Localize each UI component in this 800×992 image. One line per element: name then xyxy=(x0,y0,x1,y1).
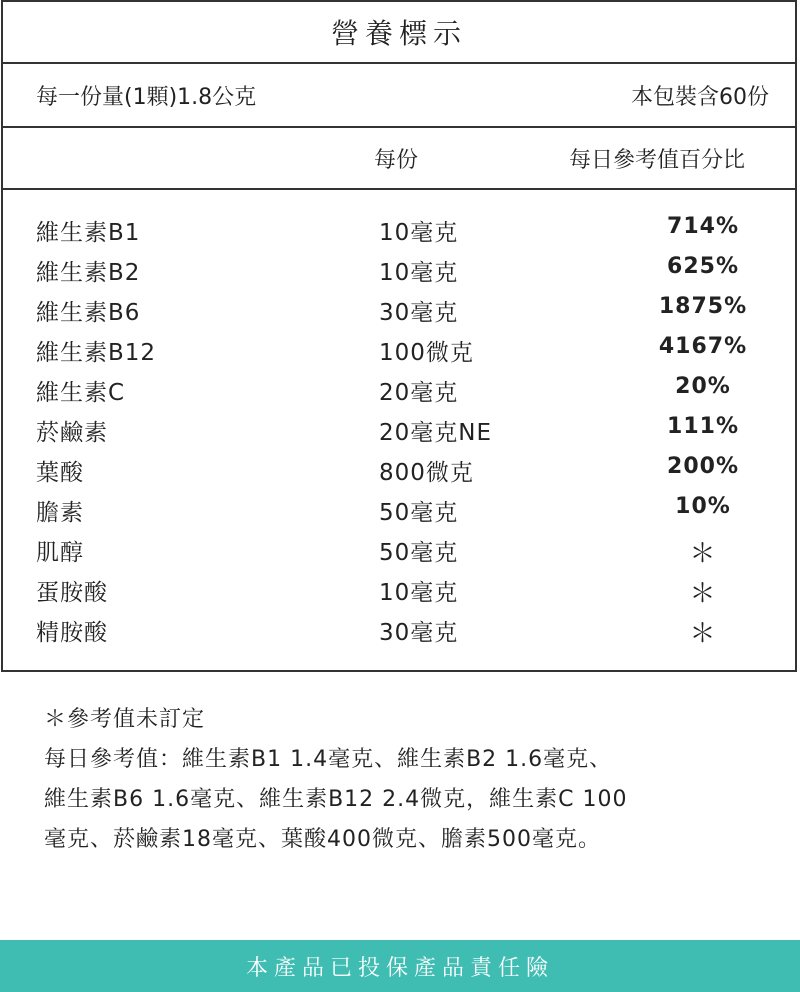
nutrient-name: 葉酸 xyxy=(36,460,84,486)
nutrient-name: 肌醇 xyxy=(36,540,84,566)
nutrient-amount: 50毫克 xyxy=(379,500,459,526)
nutrient-table xyxy=(3,210,795,650)
table-row xyxy=(3,570,795,610)
nutrient-amount: 50毫克 xyxy=(379,540,459,566)
nutrient-name: 精胺酸 xyxy=(36,620,108,646)
table-row xyxy=(3,330,795,370)
column-header-daily-value: 每日參考值百分比 xyxy=(569,148,746,173)
nutrient-daily-value-undetermined: ＊ xyxy=(689,579,717,609)
nutrient-name: 維生素B2 xyxy=(36,260,141,286)
nutrient-daily-value: 10% xyxy=(675,494,731,519)
column-header-per-serving: 每份 xyxy=(374,148,419,173)
footnote-reference-values: 維生素B6 1.6毫克、維生素B12 2.4微克，維生素C 100 xyxy=(44,787,628,812)
serving-size: 每一份量(1顆)1.8公克 xyxy=(36,85,257,110)
label-title: 營養標示 xyxy=(3,2,795,64)
nutrient-daily-value: 20% xyxy=(675,374,731,399)
table-row xyxy=(3,450,795,490)
footnote-reference-values: 毫克、菸鹼素18毫克、葉酸400微克、膽素500毫克。 xyxy=(44,827,601,852)
table-row xyxy=(3,210,795,250)
table-row xyxy=(3,490,795,530)
table-row xyxy=(3,610,795,650)
nutrition-label xyxy=(1,0,797,672)
nutrient-amount: 10毫克 xyxy=(379,220,459,246)
nutrient-name: 維生素C xyxy=(36,380,126,406)
column-header-row xyxy=(3,126,795,190)
nutrient-amount: 20毫克 xyxy=(379,380,459,406)
nutrient-daily-value: 625% xyxy=(667,254,739,279)
insurance-banner: 本產品已投保產品責任險 xyxy=(0,940,800,992)
serving-info-row xyxy=(3,62,795,128)
nutrient-amount: 800微克 xyxy=(379,460,474,486)
nutrient-daily-value-undetermined: ＊ xyxy=(689,539,717,569)
nutrient-daily-value: 200% xyxy=(667,454,739,479)
table-row xyxy=(3,410,795,450)
nutrient-daily-value: 111% xyxy=(667,414,739,439)
servings-per-package: 本包裝含60份 xyxy=(631,85,769,110)
nutrient-name: 膽素 xyxy=(36,500,84,526)
footnote-undetermined: ＊參考值未訂定 xyxy=(44,707,206,732)
footnotes xyxy=(44,700,764,860)
nutrient-amount: 10毫克 xyxy=(379,580,459,606)
table-row xyxy=(3,530,795,570)
nutrient-amount: 20毫克NE xyxy=(379,420,493,446)
table-row xyxy=(3,370,795,410)
nutrient-daily-value: 1875% xyxy=(658,294,748,319)
nutrient-name: 維生素B12 xyxy=(36,340,157,366)
nutrient-amount: 30毫克 xyxy=(379,620,459,646)
nutrient-daily-value: 4167% xyxy=(658,334,748,359)
nutrient-name: 菸鹼素 xyxy=(36,420,108,446)
nutrient-amount: 100微克 xyxy=(379,340,474,366)
nutrient-name: 蛋胺酸 xyxy=(36,580,108,606)
table-row xyxy=(3,250,795,290)
table-row xyxy=(3,290,795,330)
nutrient-daily-value: 714% xyxy=(667,214,739,239)
nutrient-name: 維生素B6 xyxy=(36,300,141,326)
footnote-reference-values: 每日參考值：維生素B1 1.4毫克、維生素B2 1.6毫克、 xyxy=(44,747,613,772)
nutrient-amount: 30毫克 xyxy=(379,300,459,326)
nutrient-name: 維生素B1 xyxy=(36,220,141,246)
nutrient-amount: 10毫克 xyxy=(379,260,459,286)
nutrient-daily-value-undetermined: ＊ xyxy=(689,619,717,649)
